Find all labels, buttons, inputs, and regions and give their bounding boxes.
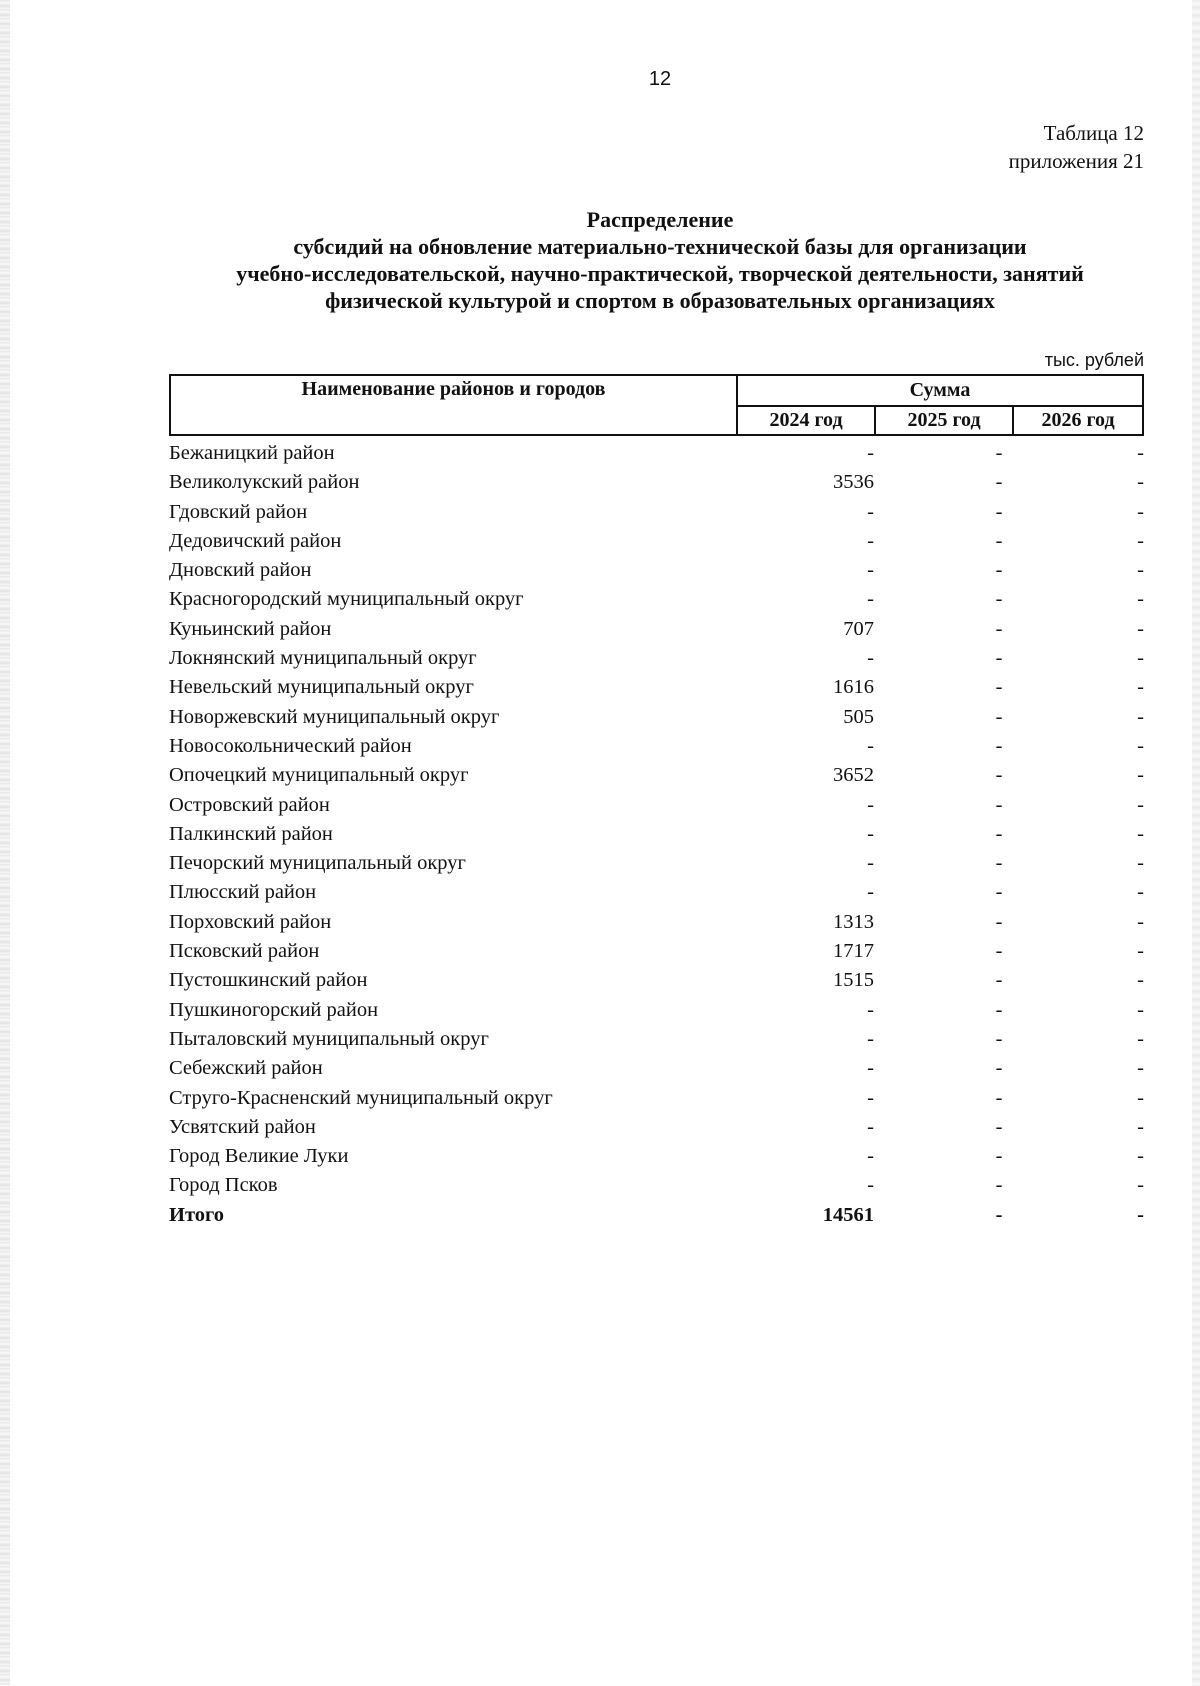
table-row [169, 497, 1144, 526]
district-name: Пушкиногорский район [169, 998, 379, 1021]
value-2024: 3652 [833, 764, 874, 787]
value-2026: - [1137, 1027, 1144, 1050]
district-name: Новосокольнический район [169, 734, 412, 757]
value-2026: - [1137, 764, 1144, 787]
table-row [169, 614, 1144, 643]
value-2026: - [1137, 705, 1144, 728]
table-row [169, 965, 1144, 994]
table-row [169, 584, 1144, 613]
value-2026: - [1137, 471, 1144, 494]
value-2024: - [867, 588, 874, 611]
value-2025: - [995, 940, 1003, 963]
district-name: Пустошкинский район [169, 969, 368, 992]
table-row [169, 702, 1144, 731]
header-year-2026 [1012, 405, 1144, 436]
value-2024: 1313 [833, 910, 874, 933]
value-2026: - [1137, 1086, 1144, 1109]
district-name: Город Великие Луки [169, 1145, 349, 1168]
header-year-2025-label: 2025 год [907, 409, 981, 431]
district-name: Плюсский район [169, 881, 317, 904]
district-name: Гдовский район [169, 500, 308, 523]
district-name: Куньинский район [169, 617, 332, 640]
table-row [169, 1053, 1144, 1082]
value-2026: - [1137, 588, 1144, 611]
value-2026: - [1137, 676, 1144, 699]
district-name: Бежаницкий район [169, 442, 335, 464]
value-2026: - [1137, 852, 1144, 875]
district-name: Город Псков [169, 1174, 278, 1197]
value-2026: - [1137, 647, 1144, 670]
title-line3: учебно-исследовательской, научно-практической, творческой деятельности, занятий [236, 261, 1084, 286]
value-2025: - [995, 1174, 1003, 1197]
table-row [169, 1024, 1144, 1053]
value-2025: - [995, 969, 1003, 992]
value-2024: - [867, 822, 874, 845]
value-2025: - [995, 852, 1003, 875]
value-2024: 1515 [833, 969, 874, 992]
value-2025: - [995, 881, 1003, 904]
value-2025: - [995, 793, 1003, 816]
value-2024: - [867, 1174, 874, 1197]
value-2024: - [867, 881, 874, 904]
district-name: Дновский район [169, 559, 312, 582]
value-2026: - [1137, 1174, 1144, 1197]
table-row [169, 790, 1144, 819]
district-name: Красногородский муниципальный округ [169, 588, 524, 611]
value-2025: - [995, 529, 1003, 552]
value-2025: - [995, 705, 1003, 728]
table-row [169, 467, 1144, 496]
district-name: Дедовичский район [169, 529, 342, 552]
value-2025: - [995, 1115, 1003, 1138]
total-label: Итого [169, 1203, 225, 1226]
value-2026: - [1137, 734, 1144, 757]
value-2025: - [995, 734, 1003, 757]
table-reference-line1: Таблица 12 [1043, 121, 1144, 145]
value-2024: - [867, 793, 874, 816]
table-total-row [169, 1200, 1144, 1229]
table-row [169, 731, 1144, 760]
district-name: Островский район [169, 793, 330, 816]
district-name: Струго-Красненский муниципальный округ [169, 1086, 553, 1109]
table-row [169, 760, 1144, 789]
district-name: Псковский район [169, 940, 320, 963]
value-2024: - [867, 529, 874, 552]
value-2025: - [995, 1057, 1003, 1080]
value-2026: - [1137, 969, 1144, 992]
table-row [169, 438, 1144, 467]
value-2026: - [1137, 881, 1144, 904]
table-row [169, 643, 1144, 672]
value-2024: 707 [843, 617, 874, 640]
unit-label: тыс. рублей [1044, 350, 1144, 370]
table-row [169, 936, 1144, 965]
value-2024: - [867, 852, 874, 875]
value-2024: 505 [843, 705, 874, 728]
value-2026: - [1137, 529, 1144, 552]
value-2026: - [1137, 500, 1144, 523]
table-body [169, 438, 1144, 1229]
value-2025: - [995, 1086, 1003, 1109]
value-2024: 14561 [822, 1203, 874, 1226]
title-line4: физической культурой и спортом в образовательных организациях [325, 288, 995, 313]
district-name: Новоржевский муниципальный округ [169, 705, 500, 728]
district-name: Опочецкий муниципальный округ [169, 764, 469, 787]
value-2026: - [1137, 793, 1144, 816]
table-reference [1009, 119, 1144, 175]
table-row [169, 555, 1144, 584]
value-2025: - [995, 500, 1003, 523]
table-reference-line2: приложения 21 [1008, 149, 1144, 173]
value-2025: - [995, 676, 1003, 699]
scan-edge-left [0, 0, 10, 1686]
district-name: Усвятский район [169, 1115, 316, 1138]
district-name: Локнянский муниципальный округ [169, 647, 477, 670]
value-2024: 3536 [833, 471, 874, 494]
district-name: Великолукский район [169, 471, 360, 494]
value-2026: - [1137, 1057, 1144, 1080]
value-2025: - [995, 822, 1003, 845]
header-year-2024-label: 2024 год [769, 409, 843, 431]
value-2025: - [995, 588, 1003, 611]
table-header [169, 374, 1144, 436]
district-name: Невельский муниципальный округ [169, 676, 474, 699]
value-2026: - [1137, 910, 1144, 933]
table-row [169, 1141, 1144, 1170]
header-name-label: Наименование районов и городов [301, 378, 606, 400]
value-2025: - [995, 442, 1003, 464]
title-line1: Распределение [586, 207, 734, 232]
value-2025: - [995, 1145, 1003, 1168]
value-2025: - [995, 559, 1003, 582]
header-year-2026-label: 2026 год [1041, 409, 1115, 431]
district-name: Пыталовский муниципальный округ [169, 1027, 489, 1050]
district-name: Порховский район [169, 910, 332, 933]
value-2024: - [867, 1145, 874, 1168]
value-2024: - [867, 500, 874, 523]
value-2026: - [1137, 1145, 1144, 1168]
value-2026: - [1137, 559, 1144, 582]
value-2025: - [995, 998, 1003, 1021]
value-2025: - [995, 471, 1003, 494]
header-name-column [169, 374, 738, 436]
district-name: Палкинский район [169, 822, 333, 845]
header-sum-label: Сумма [909, 379, 971, 401]
value-2025: - [995, 647, 1003, 670]
value-2026: - [1137, 617, 1144, 640]
scan-edge-right [1192, 0, 1200, 1686]
value-2026: - [1137, 1115, 1144, 1138]
district-name: Печорский муниципальный округ [169, 852, 466, 875]
value-2024: - [867, 1057, 874, 1080]
value-2024: - [867, 1086, 874, 1109]
table-row [169, 526, 1144, 555]
value-2026: - [1137, 998, 1144, 1021]
page-number: 12 [648, 68, 672, 90]
value-2025: - [995, 1203, 1003, 1226]
value-2024: 1717 [833, 940, 874, 963]
header-year-2024 [736, 405, 876, 436]
table-row [169, 848, 1144, 877]
table-row [169, 995, 1144, 1024]
table-row [169, 877, 1144, 906]
value-2024: - [867, 442, 874, 464]
header-year-2025 [874, 405, 1014, 436]
value-2024: - [867, 734, 874, 757]
value-2025: - [995, 617, 1003, 640]
value-2026: - [1137, 1203, 1144, 1226]
table-row [169, 1112, 1144, 1141]
table-row [169, 819, 1144, 848]
value-2026: - [1137, 442, 1144, 464]
table-row [169, 907, 1144, 936]
value-2024: - [867, 559, 874, 582]
value-2025: - [995, 764, 1003, 787]
value-2025: - [995, 1027, 1003, 1050]
header-sum [736, 374, 1144, 407]
value-2024: - [867, 1115, 874, 1138]
table-row [169, 672, 1144, 701]
title-line2: субсидий на обновление материально-технической базы для организации [293, 234, 1027, 259]
value-2024: - [867, 998, 874, 1021]
table-row [169, 1170, 1144, 1199]
value-2024: - [867, 647, 874, 670]
value-2024: 1616 [833, 676, 874, 699]
district-name: Себежский район [169, 1057, 323, 1080]
value-2024: - [867, 1027, 874, 1050]
value-2026: - [1137, 822, 1144, 845]
value-2026: - [1137, 940, 1144, 963]
table-row [169, 1083, 1144, 1112]
document-title [160, 206, 1160, 314]
value-2025: - [995, 910, 1003, 933]
